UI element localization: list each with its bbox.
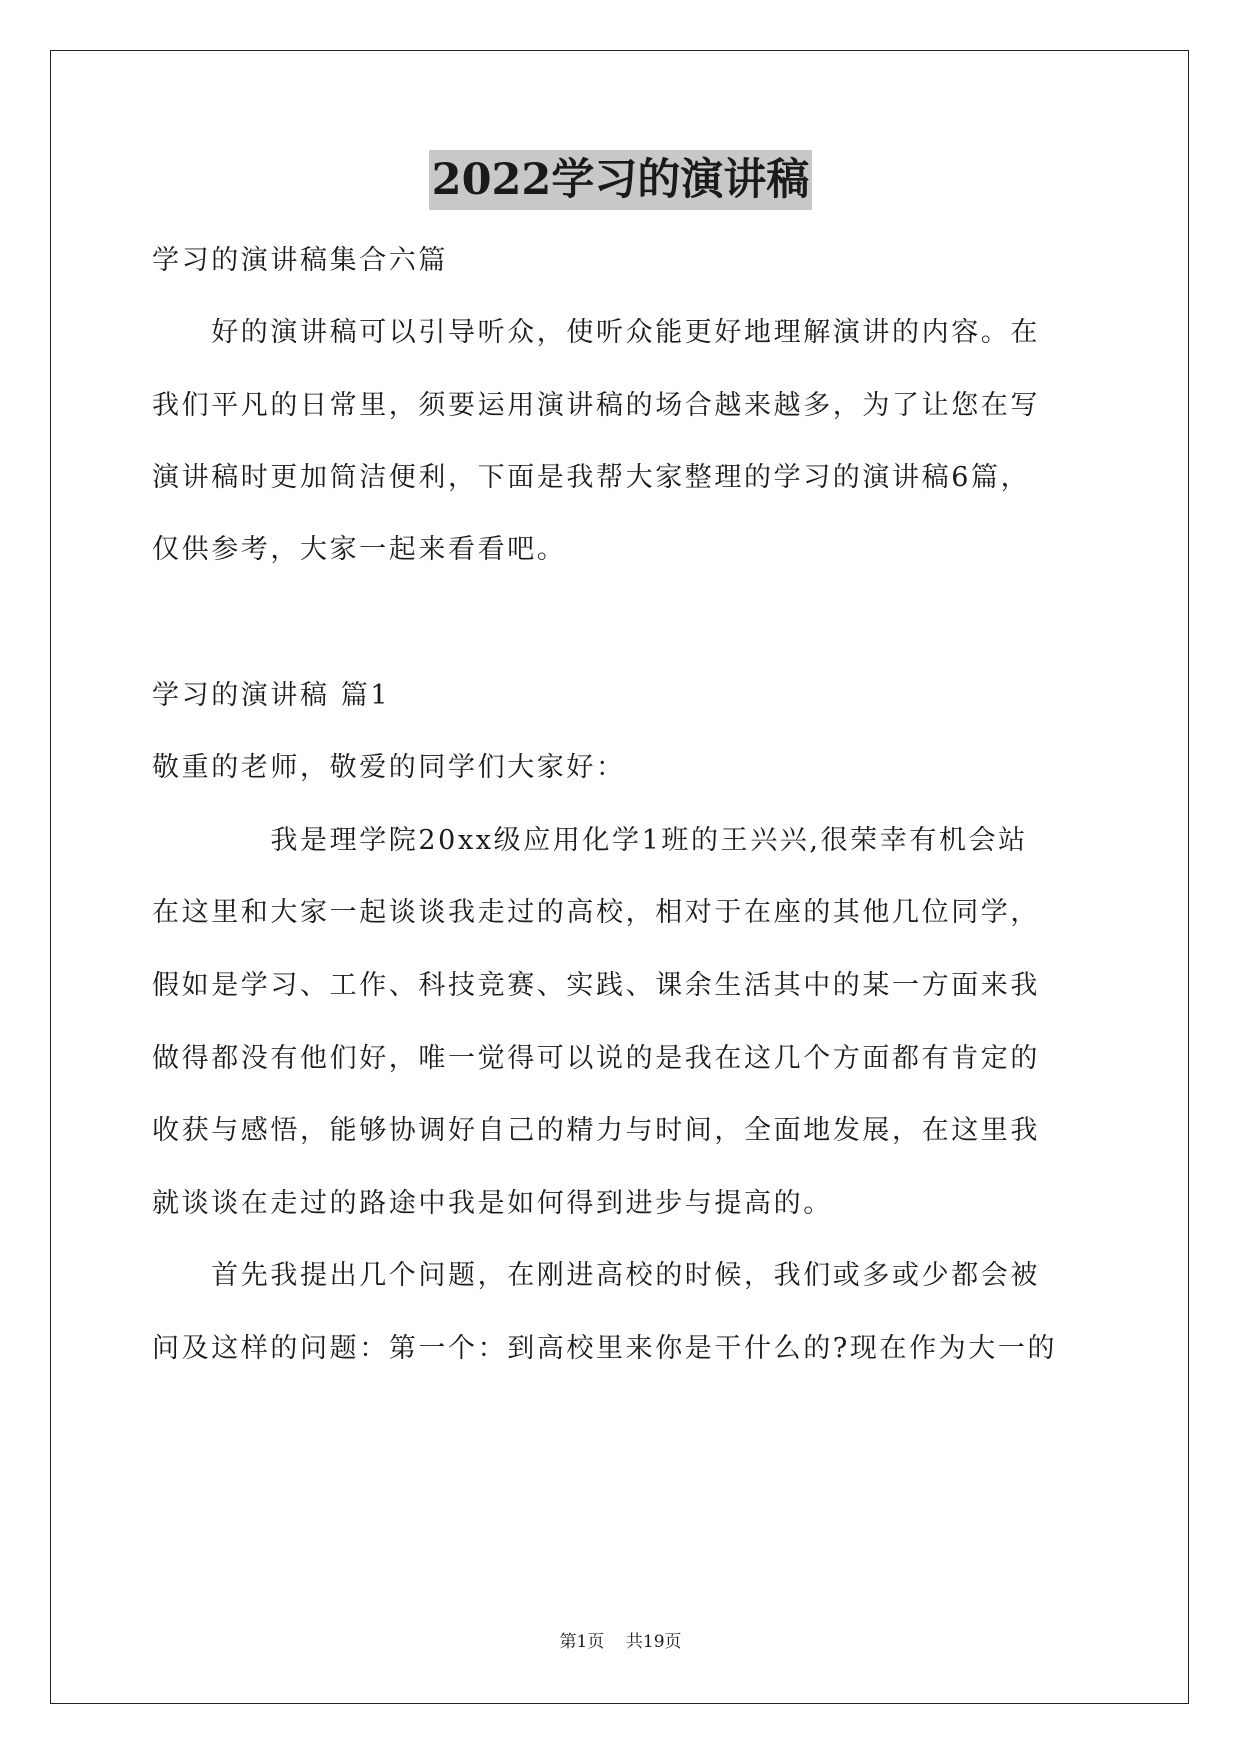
paragraph-line: 首先我提出几个问题，在刚进高校的时候，我们或多或少都会被 — [152, 1260, 1040, 1291]
page-total: 共19页 — [625, 1632, 682, 1652]
paragraph-line: 收获与感悟，能够协调好自己的精力与时间，全面地发展，在这里我 — [152, 1115, 1040, 1146]
title-container — [0, 150, 1241, 210]
document-title: 2022学习的演讲稿 — [429, 150, 813, 210]
paragraph-line: 演讲稿时更加简洁便利，下面是我帮大家整理的学习的演讲稿6篇， — [152, 462, 1031, 493]
page-border — [50, 50, 1189, 1704]
paragraph-line: 我们平凡的日常里，须要运用演讲稿的场合越来越多，为了让您在写 — [152, 390, 1040, 421]
greeting-line: 敬重的老师，敬爱的同学们大家好： — [152, 752, 626, 783]
page-number: 第1页 — [559, 1632, 605, 1652]
paragraph-line: 仅供参考，大家一起来看看吧。 — [152, 534, 567, 565]
paragraph-line: 我是理学院20xx级应用化学1班的王兴兴,很荣幸有机会站 — [152, 825, 1028, 856]
page-footer — [0, 1630, 1241, 1654]
paragraph-line: 就谈谈在走过的路途中我是如何得到进步与提高的。 — [152, 1188, 833, 1219]
paragraph-line: 假如是学习、工作、科技竞赛、实践、课余生活其中的某一方面来我 — [152, 970, 1040, 1001]
section-heading: 学习的演讲稿 篇1 — [152, 680, 391, 711]
paragraph-line: 做得都没有他们好，唯一觉得可以说的是我在这几个方面都有肯定的 — [152, 1043, 1040, 1074]
paragraph-line: 问及这样的问题：第一个：到高校里来你是干什么的?现在作为大一的 — [152, 1333, 1058, 1364]
paragraph-line: 在这里和大家一起谈谈我走过的高校，相对于在座的其他几位同学， — [152, 897, 1040, 928]
subtitle-line: 学习的演讲稿集合六篇 — [152, 245, 448, 276]
paragraph-line: 好的演讲稿可以引导听众，使听众能更好地理解演讲的内容。在 — [152, 317, 1040, 348]
